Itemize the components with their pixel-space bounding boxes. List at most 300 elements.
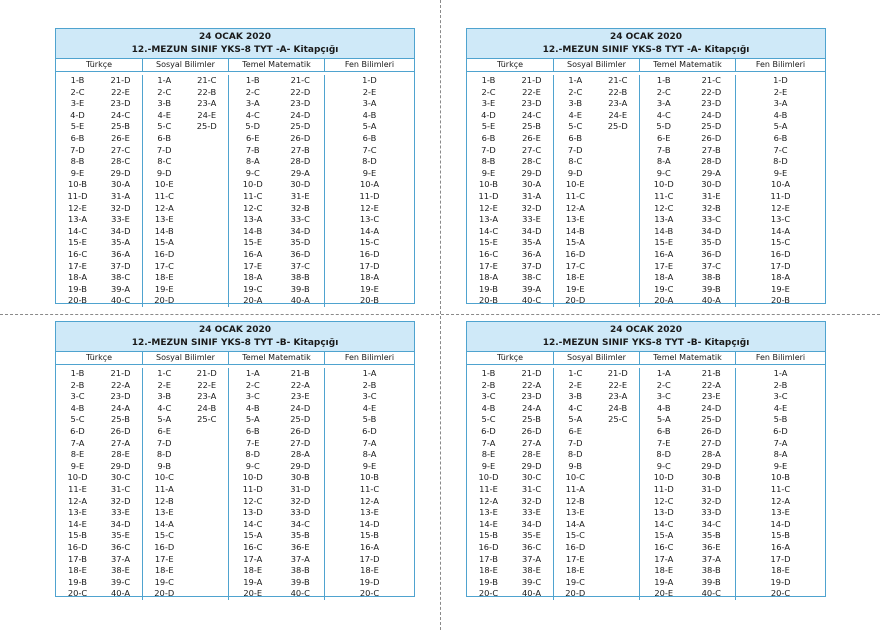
answer-cell: 9-C <box>245 460 260 471</box>
answer-cell: 37-A <box>110 553 131 564</box>
answer-cell: 30-A <box>521 179 542 190</box>
answer-cell: 1-B <box>481 368 496 378</box>
answer-cell: 1-A <box>568 75 583 85</box>
answer-column <box>640 75 688 307</box>
answer-cell: 6-D <box>362 425 377 436</box>
answer-cell: 13-E <box>68 507 87 518</box>
section-temel-matematik-header: Temel Matematik <box>639 59 735 71</box>
section-fen-bilimleri-header: Fen Bilimleri <box>735 59 825 71</box>
answer-cell: 9-C <box>656 460 671 471</box>
answer-cell: 5-A <box>568 414 583 425</box>
card-header <box>56 29 414 59</box>
answer-cell: 19-E <box>565 283 585 294</box>
answer-cell: 18-E <box>360 565 379 576</box>
answer-cell: 14-B <box>243 225 263 236</box>
answer-cell: 6-E <box>245 132 260 143</box>
answer-cell: 15-B <box>771 530 790 541</box>
answer-cell: 11-D <box>478 190 499 201</box>
answer-cell: 5-C <box>157 121 172 132</box>
answer-cell: 9-D <box>567 167 583 178</box>
answer-cell: 3-C <box>362 391 377 402</box>
answer-cell: 36-A <box>521 248 542 259</box>
section-temel-matematik-answers <box>228 368 324 600</box>
answer-cell: 40-A <box>521 588 542 599</box>
answer-cell: 27-B <box>290 144 310 155</box>
answer-cell: 22-A <box>701 379 721 390</box>
answer-cell: 20-C <box>770 588 791 599</box>
answer-cell: 3-B <box>157 391 172 402</box>
section-header-row <box>467 59 825 72</box>
answer-cell: 7-A <box>70 437 85 448</box>
answer-cell: 15-C <box>565 530 585 541</box>
answer-cell: 19-B <box>479 576 498 587</box>
answer-cell: 19-B <box>68 576 87 587</box>
answer-cell: 15-E <box>654 237 674 248</box>
answer-cell: 5-B <box>362 414 377 425</box>
answer-cell: 18-E <box>771 565 790 576</box>
answer-cell: 20-E <box>654 588 674 599</box>
answer-cell: 9-E <box>70 167 85 178</box>
answer-cell: 26-D <box>521 425 542 436</box>
answer-cell: 31-C <box>521 483 542 494</box>
answer-cell: 16-A <box>770 541 791 552</box>
answer-cell: 22-B <box>608 86 628 97</box>
answer-cell: 35-A <box>521 237 542 248</box>
answer-cell: 21-D <box>607 368 628 378</box>
answer-cell: 1-A <box>245 368 260 378</box>
answer-cell: 1-D <box>773 75 788 85</box>
section-fen-bilimleri-answers <box>324 75 414 307</box>
answer-cell: 39-C <box>521 576 542 587</box>
section-fen-bilimleri-header: Fen Bilimleri <box>735 352 825 364</box>
answer-cell: 29-D <box>521 460 542 471</box>
answer-cell: 5-E <box>70 121 85 132</box>
answer-cell: 15-E <box>68 237 87 248</box>
answer-cell: 7-B <box>656 144 671 155</box>
answer-cell: 2-B <box>481 379 496 390</box>
answers-grid <box>56 72 414 307</box>
answer-cell: 28-A <box>290 449 310 460</box>
answer-cell: 33-C <box>701 214 721 225</box>
answer-column <box>325 368 414 600</box>
answer-cell: 22-E <box>197 379 217 390</box>
answer-cell: 22-E <box>522 86 541 97</box>
answer-cell: 23-D <box>110 391 131 402</box>
answer-cell: 12-A <box>359 495 380 506</box>
answer-cell: 8-D <box>362 156 377 167</box>
section-turkce-answers <box>467 368 553 600</box>
answer-cell: 12-C <box>654 202 674 213</box>
answer-cell: 9-E <box>362 167 377 178</box>
answer-cell: 10-E <box>154 179 174 190</box>
answer-cell: 28-D <box>701 156 722 167</box>
section-fen-bilimleri-header: Fen Bilimleri <box>324 59 414 71</box>
answer-cell: 16-D <box>478 541 499 552</box>
exam-title: 12.-MEZUN SINIF YKS-8 TYT -A- Kitapçığı <box>131 45 339 55</box>
exam-date: 24 OCAK 2020 <box>609 32 683 42</box>
answer-cell: 16-D <box>565 248 586 259</box>
answer-cell: 15-A <box>565 237 585 248</box>
answer-cell: 13-D <box>242 507 263 518</box>
answer-cell: 2-C <box>656 379 671 390</box>
answer-cell: 9-E <box>70 460 85 471</box>
answer-cell: 6-B <box>656 425 671 436</box>
answer-cell: 37-C <box>290 260 310 271</box>
answer-cell: 8-D <box>156 449 172 460</box>
answer-cell: 17-A <box>243 553 263 564</box>
answer-cell: 37-D <box>110 260 131 271</box>
section-temel-matematik-answers <box>639 368 735 600</box>
answer-cell: 5-C <box>568 121 583 132</box>
answer-cell: 13-E <box>565 214 585 225</box>
answer-cell: 40-A <box>290 295 310 306</box>
answer-cell: 10-B <box>771 472 790 483</box>
answer-cell: 5-D <box>245 121 261 132</box>
answer-cell: 29-D <box>701 460 722 471</box>
answer-cell: 35-A <box>110 237 131 248</box>
answer-cell: 38-E <box>522 565 541 576</box>
answer-cell: 18-A <box>243 272 263 283</box>
answer-cell: 16-D <box>359 248 380 259</box>
answer-cell: 7-B <box>245 144 260 155</box>
answer-cell: 24-A <box>521 402 542 413</box>
answer-cell: 5-A <box>773 121 788 132</box>
answer-cell: 20-D <box>565 588 586 599</box>
answer-cell: 1-D <box>362 75 377 85</box>
answer-cell: 7-C <box>362 144 377 155</box>
answer-cell: 35-D <box>290 237 311 248</box>
answer-cell: 37-A <box>521 553 542 564</box>
answer-cell: 7-A <box>362 437 377 448</box>
answer-cell: 21-B <box>290 368 310 378</box>
answer-cell: 5-A <box>362 121 377 132</box>
answer-cell: 17-E <box>154 553 174 564</box>
answer-cell: 9-E <box>773 167 788 178</box>
answer-cell: 9-D <box>156 167 172 178</box>
answer-cell: 39-B <box>290 283 310 294</box>
answer-cell: 16-C <box>67 248 88 259</box>
answer-cell: 20-B <box>479 295 498 306</box>
answer-cell: 34-D <box>110 225 131 236</box>
answer-cell: 14-A <box>359 225 380 236</box>
answer-cell: 18-A <box>359 272 380 283</box>
answer-cell: 39-B <box>701 283 721 294</box>
answer-column <box>467 368 510 600</box>
answer-cell: 8-A <box>245 156 260 167</box>
answer-cell: 26-D <box>290 132 311 143</box>
answer-column <box>510 75 553 307</box>
answer-cell: 34-C <box>290 518 310 529</box>
answer-cell: 36-C <box>110 541 131 552</box>
answer-column <box>99 368 142 600</box>
answer-cell: 40-C <box>701 588 721 599</box>
answer-cell: 1-B <box>656 75 671 85</box>
answer-cell: 24-E <box>608 109 628 120</box>
answer-cell: 20-A <box>654 295 674 306</box>
answer-cell: 20-C <box>478 588 499 599</box>
answer-cell: 24-D <box>701 109 722 120</box>
answer-cell: 6-B <box>362 132 377 143</box>
answer-cell: 3-A <box>773 98 788 109</box>
answer-cell: 27-C <box>110 144 131 155</box>
answer-cell: 11-C <box>770 483 791 494</box>
answer-cell: 16-C <box>478 248 499 259</box>
answer-cell: 36-C <box>521 541 542 552</box>
answer-cell: 26-D <box>701 425 722 436</box>
answer-cell: 32-B <box>290 202 310 213</box>
answer-cell: 19-C <box>243 283 263 294</box>
answer-cell: 13-E <box>565 507 585 518</box>
answer-cell: 31-E <box>701 190 721 201</box>
answer-cell: 12-E <box>771 202 790 213</box>
answer-cell: 10-E <box>565 179 585 190</box>
answer-cell: 8-B <box>481 156 496 167</box>
answer-cell: 7-E <box>245 437 260 448</box>
answer-cell: 19-C <box>565 576 585 587</box>
answer-cell: 38-B <box>290 565 310 576</box>
exam-title: 12.-MEZUN SINIF YKS-8 TYT -A- Kitapçığı <box>542 45 750 55</box>
answer-cell: 28-C <box>521 156 542 167</box>
answer-cell: 25-D <box>290 121 311 132</box>
card-header <box>56 322 414 352</box>
answer-cell: 19-B <box>479 283 498 294</box>
answer-cell: 12-A <box>478 495 499 506</box>
answer-column <box>467 75 510 307</box>
answer-cell: 28-C <box>110 156 131 167</box>
answer-cell: 8-D <box>773 156 788 167</box>
answer-cell: 15-A <box>654 530 674 541</box>
answer-cell: 28-D <box>290 156 311 167</box>
answer-cell: 4-B <box>481 402 496 413</box>
answer-cell: 2-C <box>245 86 260 97</box>
answer-cell: 33-C <box>290 214 310 225</box>
answer-cell: 11-C <box>154 190 174 201</box>
answer-cell: 17-E <box>68 260 87 271</box>
section-header-row <box>56 59 414 72</box>
answer-cell: 3-B <box>157 98 172 109</box>
answer-cell: 32-D <box>521 202 542 213</box>
section-turkce-answers <box>56 368 142 600</box>
section-temel-matematik-header: Temel Matematik <box>228 59 324 71</box>
answer-cell: 10-D <box>653 179 674 190</box>
answer-cell: 8-A <box>362 449 377 460</box>
answer-cell: 22-D <box>290 86 311 97</box>
answer-cell: 9-C <box>656 167 671 178</box>
answer-cell: 10-A <box>359 179 380 190</box>
answer-cell: 17-E <box>654 260 674 271</box>
answer-cell: 13-D <box>653 507 674 518</box>
answer-cell: 27-B <box>701 144 721 155</box>
answer-cell: 1-A <box>656 368 671 378</box>
answer-cell: 25-D <box>701 121 722 132</box>
answer-cell: 8-D <box>567 449 583 460</box>
answer-cell: 26-D <box>290 425 311 436</box>
answer-cell: 25-D <box>607 121 628 132</box>
answer-cell: 21-B <box>701 368 721 378</box>
answer-cell: 19-D <box>359 576 380 587</box>
answer-cell: 9-E <box>362 460 377 471</box>
answer-cell: 32-D <box>110 495 131 506</box>
answer-cell: 13-A <box>243 214 263 225</box>
answer-cell: 2-E <box>773 86 788 97</box>
answer-cell: 39-A <box>521 283 542 294</box>
answer-cell: 17-E <box>479 260 498 271</box>
answer-cell: 16-D <box>770 248 791 259</box>
answer-cell: 12-B <box>154 495 174 506</box>
answer-cell: 30-D <box>290 179 311 190</box>
answer-cell: 16-A <box>654 248 674 259</box>
answer-cell: 37-A <box>701 553 721 564</box>
answer-cell: 2-E <box>157 379 171 390</box>
answer-cell: 19-A <box>654 576 674 587</box>
answer-cell: 2-C <box>568 86 583 97</box>
answer-cell: 1-A <box>773 368 788 378</box>
answer-cell: 5-B <box>773 414 788 425</box>
answer-key-card-b-left <box>55 321 415 597</box>
answer-cell: 32-B <box>701 202 721 213</box>
answer-cell: 8-A <box>656 156 671 167</box>
answer-cell: 7-A <box>481 437 496 448</box>
answer-cell: 1-A <box>362 368 377 378</box>
answer-column <box>143 368 186 600</box>
answer-cell: 24-B <box>197 402 217 413</box>
answer-cell: 8-B <box>70 156 85 167</box>
answer-cell: 40-A <box>701 295 721 306</box>
answer-cell: 13-C <box>770 214 791 225</box>
answer-cell: 10-B <box>68 179 87 190</box>
answer-cell: 10-D <box>242 472 263 483</box>
answer-cell: 23-E <box>701 391 721 402</box>
answer-cell: 8-E <box>70 449 85 460</box>
answer-cell: 7-D <box>567 437 583 448</box>
answer-column <box>325 75 414 307</box>
answer-cell: 27-D <box>701 437 722 448</box>
answer-cell: 16-D <box>154 248 175 259</box>
answer-cell: 20-A <box>243 295 263 306</box>
answer-cell: 24-B <box>608 402 628 413</box>
answer-cell: 24-E <box>197 109 217 120</box>
answer-cell: 33-E <box>522 507 541 518</box>
answer-cell: 16-D <box>565 541 586 552</box>
answer-cell: 7-C <box>773 144 788 155</box>
answer-column <box>277 75 325 307</box>
answer-cell: 4-B <box>245 402 260 413</box>
answer-cell: 11-D <box>359 190 380 201</box>
answer-cell: 15-A <box>154 237 174 248</box>
answer-cell: 13-E <box>771 507 790 518</box>
answer-cell: 39-A <box>110 283 131 294</box>
answer-cell: 11-D <box>242 483 263 494</box>
exam-date: 24 OCAK 2020 <box>198 325 272 335</box>
answer-cell: 4-E <box>773 402 788 413</box>
answer-cell: 31-D <box>290 483 311 494</box>
answer-cell: 26-E <box>522 132 541 143</box>
answer-column <box>143 75 186 307</box>
answer-cell: 36-E <box>290 541 310 552</box>
answer-cell: 13-A <box>478 214 499 225</box>
answer-cell: 17-B <box>68 553 87 564</box>
answer-cell: 28-E <box>522 449 541 460</box>
answer-cell: 30-C <box>521 472 542 483</box>
answer-cell: 3-B <box>568 98 583 109</box>
answer-cell: 8-D <box>656 449 672 460</box>
answer-cell: 35-D <box>701 237 722 248</box>
answer-cell: 4-B <box>773 109 788 120</box>
answer-cell: 21-C <box>290 75 310 85</box>
answer-cell: 12-A <box>154 202 174 213</box>
answer-cell: 6-B <box>245 425 260 436</box>
answer-cell: 38-B <box>290 272 310 283</box>
exam-title: 12.-MEZUN SINIF YKS-8 TYT -B- Kitapçığı <box>542 338 750 348</box>
answer-cell: 30-B <box>290 472 310 483</box>
answer-cell: 12-A <box>770 495 791 506</box>
answer-cell: 14-B <box>565 225 585 236</box>
answer-column <box>277 368 325 600</box>
answer-cell: 9-E <box>481 167 496 178</box>
answer-cell: 6-B <box>568 132 583 143</box>
answer-cell: 13-E <box>479 507 498 518</box>
answer-column <box>597 75 640 307</box>
answer-cell: 8-C <box>157 156 172 167</box>
answer-cell: 3-A <box>245 98 260 109</box>
answer-cell: 20-E <box>243 588 263 599</box>
section-sosyal-bilimler-answers <box>553 75 639 307</box>
answer-cell: 20-B <box>360 295 379 306</box>
answer-cell: 30-B <box>701 472 721 483</box>
section-fen-bilimleri-answers <box>735 75 825 307</box>
answer-cell: 20-D <box>154 588 175 599</box>
answer-cell: 30-A <box>110 179 131 190</box>
answer-cell: 7-D <box>70 144 85 155</box>
answer-cell: 25-B <box>111 414 130 425</box>
answer-column <box>186 368 229 600</box>
answer-cell: 14-A <box>154 518 174 529</box>
answer-cell: 11-C <box>654 190 674 201</box>
answer-cell: 6-D <box>70 425 85 436</box>
answers-grid <box>467 365 825 600</box>
answer-cell: 27-C <box>521 144 542 155</box>
answer-cell: 8-E <box>481 449 496 460</box>
answer-cell: 31-E <box>290 190 310 201</box>
answer-cell: 13-A <box>67 214 88 225</box>
answer-cell: 24-C <box>521 109 542 120</box>
answer-cell: 40-C <box>290 588 310 599</box>
answer-cell: 16-A <box>359 541 380 552</box>
answer-cell: 33-D <box>701 507 722 518</box>
answer-cell: 23-A <box>197 391 217 402</box>
answer-cell: 11-D <box>770 190 791 201</box>
answer-cell: 21-D <box>110 75 131 85</box>
answer-cell: 23-D <box>521 391 542 402</box>
answer-cell: 29-D <box>110 460 131 471</box>
answer-cell: 32-D <box>701 495 722 506</box>
answer-cell: 9-B <box>157 460 172 471</box>
answer-column <box>554 75 597 307</box>
vertical-cut-line <box>440 0 441 630</box>
answer-column <box>229 75 277 307</box>
answer-cell: 32-D <box>521 495 542 506</box>
answer-cell: 25-D <box>290 414 311 425</box>
answer-cell: 20-C <box>359 588 380 599</box>
answer-cell: 4-E <box>157 109 171 120</box>
answer-cell: 20-C <box>67 588 88 599</box>
answer-cell: 20-B <box>68 295 87 306</box>
answer-cell: 15-E <box>243 237 263 248</box>
answer-cell: 5-A <box>656 414 671 425</box>
answer-cell: 23-D <box>701 98 722 109</box>
answer-cell: 19-C <box>654 283 674 294</box>
answer-cell: 6-B <box>157 132 172 143</box>
